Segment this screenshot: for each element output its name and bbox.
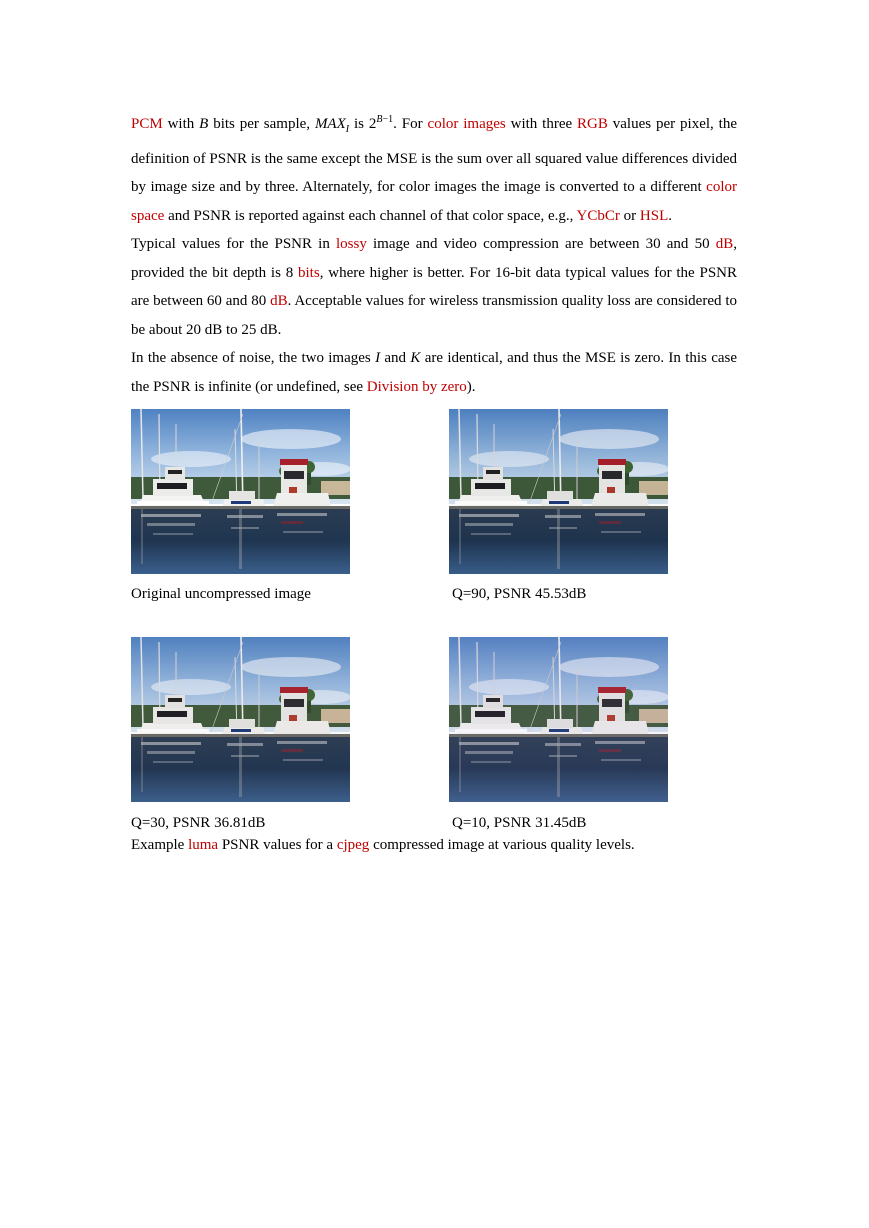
figure-caption: Q=10, PSNR 31.45dB [452, 815, 587, 831]
wiki-link[interactable]: cjpeg [336, 837, 370, 853]
figure-row-2 [131, 637, 737, 836]
text-run: , where higher is better. For 16-bit data typical values for the PSNR are between 60 and 80 [131, 264, 738, 309]
text-run: . [668, 207, 672, 224]
figure-row-1 [131, 409, 737, 639]
text-run: In the absence of noise, the two images [131, 350, 376, 366]
figure-set-caption [131, 836, 737, 854]
text-run: . For [393, 116, 428, 132]
text-run: bits per sample, [208, 116, 315, 132]
wiki-link[interactable]: Division by zero [366, 378, 467, 395]
text-run: with three [505, 116, 578, 132]
text-run: B [376, 114, 383, 125]
wiki-link[interactable]: PCM [131, 116, 163, 132]
boat-photo-original [131, 409, 350, 574]
text-run: PSNR values for a [218, 837, 337, 853]
wiki-link[interactable]: HSL [639, 207, 669, 224]
wiki-link[interactable]: color images [427, 116, 506, 132]
text-run: MAX [314, 116, 346, 132]
wiki-link[interactable]: RGB [577, 116, 608, 132]
boat-photo-q30 [131, 637, 350, 802]
figure-caption: Q=90, PSNR 45.53dB [452, 586, 587, 602]
text-run: are identical, and thus the MSE is zero. In this case the PSNR is infinite (or undefined, see [131, 350, 738, 395]
text-run: Typical values for the PSNR in [131, 236, 336, 252]
wiki-link[interactable]: YCbCr [576, 207, 620, 224]
wiki-link[interactable]: dB [715, 236, 734, 252]
paragraph [131, 230, 737, 344]
wiki-link[interactable]: bits [298, 264, 320, 281]
text-run: with [162, 116, 200, 132]
wiki-link[interactable]: dB [270, 293, 288, 309]
text-run: and [380, 350, 411, 366]
text-run: and PSNR is reported against each channel of that color space, e.g., [164, 207, 577, 224]
document-page [131, 106, 737, 854]
text-run: I [345, 124, 350, 135]
text-run: −1 [382, 114, 394, 125]
boat-photo-q10 [449, 637, 668, 802]
text-run: is 2 [349, 116, 377, 132]
text-run: compressed image at various quality levels. [369, 837, 635, 853]
text-run: Example [131, 837, 189, 853]
text-run: ). [466, 378, 476, 395]
text-run: . Acceptable values for wireless transmission quality loss are considered to be about 20 dB to 25 dB. [131, 293, 737, 338]
paragraph [131, 344, 737, 401]
body-text [131, 106, 737, 401]
text-run: K [410, 350, 421, 366]
figure-caption: Original uncompressed image [131, 586, 311, 602]
text-run: values per pixel, the definition of PSNR is the same except the MSE is the sum over all squared value differences divided by image size and by three. Alternately, for color images the image is converted to a different [131, 116, 737, 195]
wiki-link[interactable]: luma [188, 837, 219, 853]
boat-photo-q90 [449, 409, 668, 574]
text-run: image and video compression are between 30 and 50 [366, 236, 716, 252]
text-run: , provided the bit depth is 8 [131, 236, 737, 281]
wiki-link[interactable]: lossy [336, 236, 367, 252]
text-run: or [619, 207, 640, 224]
wiki-link[interactable]: color space [131, 179, 737, 224]
paragraph [131, 106, 737, 230]
text-run: I [375, 350, 381, 366]
text-run: B [199, 116, 209, 132]
figure-caption: Q=30, PSNR 36.81dB [131, 815, 266, 831]
